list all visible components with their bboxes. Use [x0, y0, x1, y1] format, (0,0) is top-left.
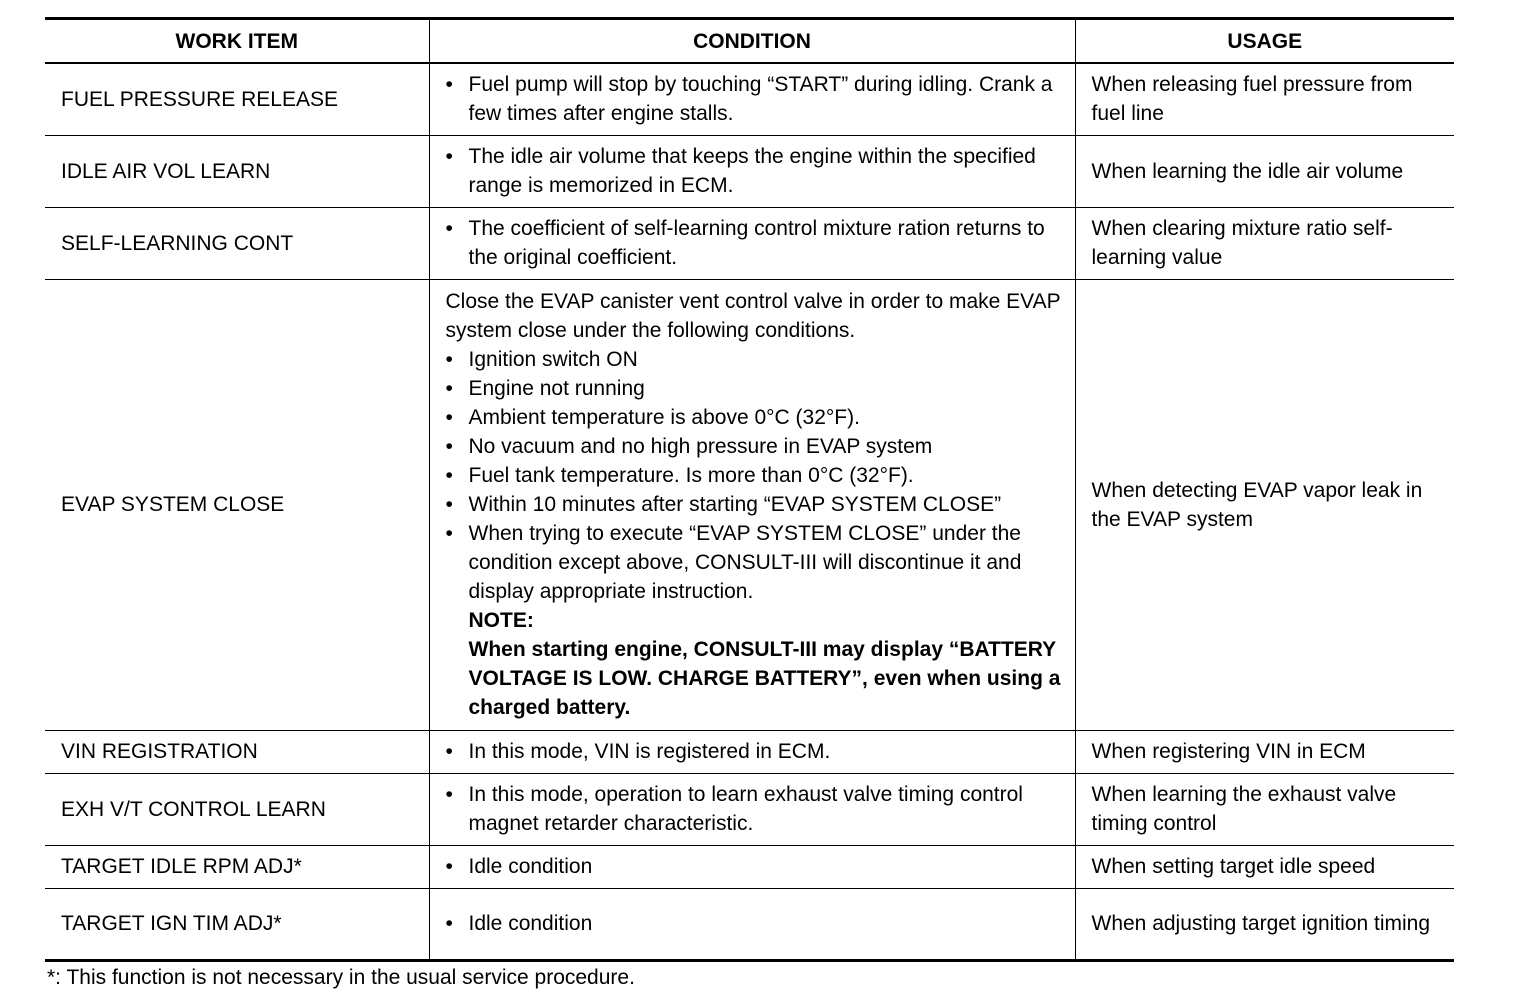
- work-support-table: [45, 17, 1454, 962]
- condition-cell: [429, 135, 1075, 207]
- footnote: *: This function is not necessary in the usual service procedure.: [47, 966, 635, 989]
- work-item-cell: FUEL PRESSURE RELEASE: [45, 63, 429, 135]
- table-row: [45, 773, 1454, 845]
- work-item-cell: TARGET IGN TIM ADJ*: [45, 888, 429, 960]
- condition-list: [446, 142, 1067, 200]
- header-work-item: WORK ITEM: [45, 19, 429, 64]
- condition-bullet: [446, 780, 1067, 838]
- condition-cell: [429, 730, 1075, 773]
- condition-text: Idle condition: [468, 855, 593, 878]
- condition-bullet: [446, 70, 1067, 128]
- work-item-cell: SELF-LEARNING CONT: [45, 207, 429, 279]
- condition-text: The idle air volume that keeps the engine within the specified range is memorized in ECM.: [468, 145, 1036, 197]
- condition-text: The coefficient of self-learning control mixture ration returns to the original coefficient.: [468, 217, 1045, 269]
- bullet-glyph: •: [445, 435, 453, 458]
- usage-cell: When setting target idle speed: [1075, 845, 1454, 888]
- bullet-glyph: •: [445, 145, 453, 168]
- condition-bullet: [446, 374, 1067, 403]
- condition-text: No vacuum and no high pressure in EVAP system: [468, 435, 933, 458]
- condition-list: [446, 852, 1067, 881]
- header-usage: USAGE: [1075, 19, 1454, 64]
- work-item-cell: VIN REGISTRATION: [45, 730, 429, 773]
- bullet-glyph: •: [445, 740, 453, 763]
- table-header-row: [45, 19, 1454, 64]
- condition-text: Ambient temperature is above 0°C (32°F).: [468, 406, 860, 429]
- condition-text: When trying to execute “EVAP SYSTEM CLOSE” under the condition except above, CONSULT-III will discontinue it and display appropriate instruction.: [468, 522, 1022, 603]
- usage-cell: When registering VIN in ECM: [1075, 730, 1454, 773]
- condition-text: In this mode, VIN is registered in ECM.: [468, 740, 831, 763]
- table-row: [45, 279, 1454, 730]
- usage-cell: When releasing fuel pressure from fuel line: [1075, 63, 1454, 135]
- table-row: [45, 730, 1454, 773]
- header-condition: CONDITION: [429, 19, 1075, 64]
- condition-bullet: [446, 852, 1067, 881]
- condition-bullet: [446, 737, 1067, 766]
- bullet-glyph: •: [445, 783, 453, 806]
- note-label: NOTE:: [468, 609, 534, 632]
- condition-text: Engine not running: [468, 377, 645, 400]
- condition-bullet: [446, 519, 1067, 722]
- condition-list: [446, 345, 1067, 722]
- condition-bullet: [446, 214, 1067, 272]
- usage-cell: When detecting EVAP vapor leak in the EVAP system: [1075, 279, 1454, 730]
- condition-bullet: [446, 142, 1067, 200]
- condition-bullet: [446, 909, 1067, 938]
- condition-list: [446, 909, 1067, 938]
- condition-cell: [429, 207, 1075, 279]
- condition-text: Idle condition: [468, 912, 593, 935]
- condition-cell: [429, 845, 1075, 888]
- condition-bullet: [446, 345, 1067, 374]
- condition-list: [446, 780, 1067, 838]
- condition-bullet: [446, 490, 1067, 519]
- condition-list: [446, 70, 1067, 128]
- bullet-glyph: •: [445, 522, 453, 545]
- condition-intro: Close the EVAP canister vent control valve in order to make EVAP system close under the following conditions.: [445, 290, 1061, 342]
- bullet-glyph: •: [445, 406, 453, 429]
- bullet-glyph: •: [445, 464, 453, 487]
- condition-bullet: [446, 403, 1067, 432]
- condition-bullet: [446, 461, 1067, 490]
- condition-text: In this mode, operation to learn exhaust valve timing control magnet retarder characteristic.: [468, 783, 1023, 835]
- bullet-glyph: •: [445, 348, 453, 371]
- work-item-cell: EVAP SYSTEM CLOSE: [45, 279, 429, 730]
- table-row: [45, 845, 1454, 888]
- condition-list: [446, 737, 1067, 766]
- condition-list: [446, 214, 1067, 272]
- condition-text: Fuel tank temperature. Is more than 0°C (32°F).: [468, 464, 914, 487]
- table-row: [45, 63, 1454, 135]
- bullet-glyph: •: [445, 912, 453, 935]
- condition-cell: [429, 279, 1075, 730]
- bullet-glyph: •: [445, 217, 453, 240]
- work-item-cell: TARGET IDLE RPM ADJ*: [45, 845, 429, 888]
- table-row: [45, 207, 1454, 279]
- condition-text: Fuel pump will stop by touching “START” during idling. Crank a few times after engine stalls.: [468, 73, 1053, 126]
- condition-bullet: [446, 432, 1067, 461]
- condition-cell: [429, 888, 1075, 960]
- bullet-glyph: •: [445, 855, 453, 878]
- condition-text: Within 10 minutes after starting “EVAP SYSTEM CLOSE”: [468, 493, 1002, 516]
- usage-cell: When adjusting target ignition timing: [1075, 888, 1454, 960]
- work-item-cell: EXH V/T CONTROL LEARN: [45, 773, 429, 845]
- table-row: [45, 888, 1454, 960]
- table-row: [45, 135, 1454, 207]
- usage-cell: When learning the idle air volume: [1075, 135, 1454, 207]
- usage-cell: When learning the exhaust valve timing control: [1075, 773, 1454, 845]
- condition-cell: [429, 63, 1075, 135]
- bullet-glyph: •: [445, 73, 453, 97]
- condition-cell: [429, 773, 1075, 845]
- note-text: When starting engine, CONSULT-III may display “BATTERY VOLTAGE IS LOW. CHARGE BATTERY”, even when using a charged battery.: [468, 638, 1061, 719]
- work-item-cell: IDLE AIR VOL LEARN: [45, 135, 429, 207]
- usage-cell: When clearing mixture ratio self-learning value: [1075, 207, 1454, 279]
- condition-text: Ignition switch ON: [468, 348, 638, 371]
- bullet-glyph: •: [445, 493, 453, 516]
- bullet-glyph: •: [445, 377, 453, 400]
